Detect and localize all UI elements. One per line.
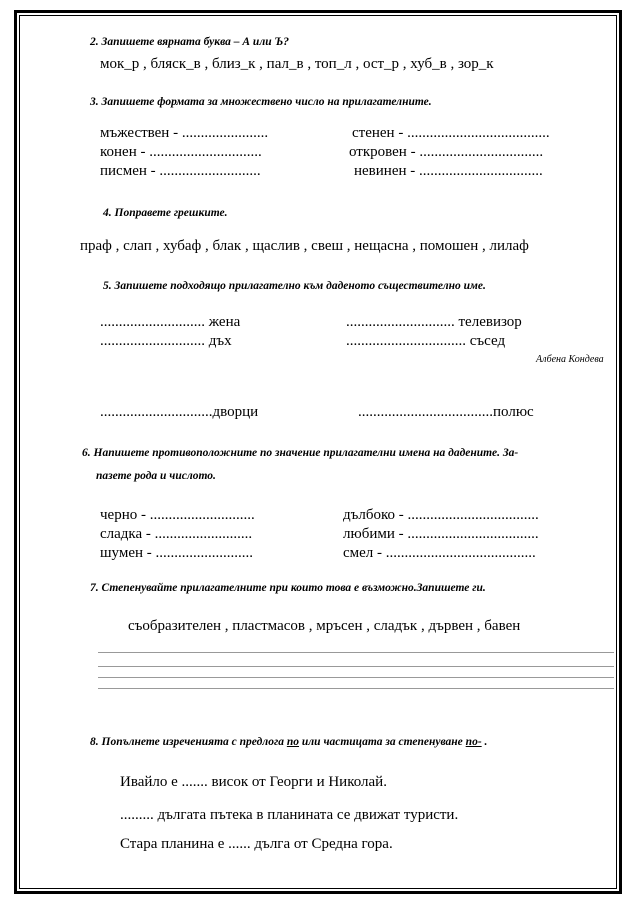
task8-heading-po-particle: по- bbox=[465, 736, 482, 748]
task6-left-1: черно - ............................ bbox=[100, 507, 255, 523]
task8-heading-prefix: 8. Попълнете изреченията с предлога bbox=[90, 736, 287, 748]
task3-left-3: писмен - ........................... bbox=[100, 163, 261, 179]
task8-sentence-3: Стара планина е ...... дълга от Средна гора. bbox=[120, 836, 393, 852]
task7-words: съобразителен , пластмасов , мръсен , сладък , дървен , бавен bbox=[128, 618, 521, 634]
task8-sentence-2: ......... дългата пътека в планината се движат туристи. bbox=[120, 807, 459, 823]
task5-row3-right: ....................................полюс bbox=[358, 404, 534, 420]
task6-heading-line2: пазете рода и числото. bbox=[96, 470, 216, 482]
task6-right-1: дълбоко - ................................... bbox=[343, 507, 539, 523]
task5-row2-right: ................................ съсед bbox=[346, 333, 506, 349]
task8-sentence-1: Ивайло е ....... висок от Георги и Николай. bbox=[120, 774, 387, 790]
task2-heading: 2. Запишете вярната буква – А или Ъ? bbox=[90, 36, 289, 48]
task3-left-1: мъжествен - ....................... bbox=[100, 125, 269, 141]
task6-left-2: сладка - .......................... bbox=[100, 526, 253, 542]
task3-right-1: стенен - ...................................... bbox=[352, 125, 550, 141]
task8-heading-mid: или частицата за степенуване bbox=[299, 736, 466, 748]
task6-heading-line1: 6. Напишете противоположните по значение прилагателни имена на дадените. За- bbox=[82, 447, 519, 459]
answer-line-1 bbox=[98, 652, 614, 653]
task6-left-3: шумен - .......................... bbox=[100, 545, 254, 561]
answer-line-2 bbox=[98, 666, 614, 667]
task8-heading bbox=[90, 736, 487, 748]
task7-heading: 7. Степенувайте прилагателните при които това е възможно.Запишете ги. bbox=[90, 582, 486, 594]
task4-words: праф , слап , хубаф , блак , щаслив , свеш , нещасна , помошен , лилаф bbox=[80, 238, 529, 254]
task3-right-3: невинен - ................................. bbox=[354, 163, 543, 179]
task5-row3-left: ..............................дворци bbox=[100, 404, 259, 420]
task6-right-3: смел - ........................................ bbox=[343, 545, 536, 561]
task5-row1-right: ............................. телевизор bbox=[346, 314, 522, 330]
task2-words: мок_р , бляск_в , близ_к , пал_в , топ_л , ост_р , хуб_в , зор_к bbox=[100, 56, 494, 72]
task8-heading-po: по bbox=[286, 736, 299, 748]
author-signature: Албена Кондева bbox=[536, 354, 604, 365]
task3-heading: 3. Запишете формата за множествено число на прилагателните. bbox=[90, 96, 432, 108]
task6-right-2: любими - ................................... bbox=[343, 526, 539, 542]
answer-line-3 bbox=[98, 677, 614, 678]
task5-heading: 5. Запишете подходящо прилагателно към даденото съществително име. bbox=[103, 280, 486, 292]
task3-right-2: откровен - ................................. bbox=[349, 144, 544, 160]
answer-line-4 bbox=[98, 688, 614, 689]
task8-heading-suffix: . bbox=[481, 736, 488, 748]
task5-row2-left: ............................ дъх bbox=[100, 333, 232, 349]
task4-heading: 4. Поправете грешките. bbox=[103, 207, 228, 219]
task3-left-2: конен - .............................. bbox=[100, 144, 262, 160]
task5-row1-left: ............................ жена bbox=[100, 314, 241, 330]
